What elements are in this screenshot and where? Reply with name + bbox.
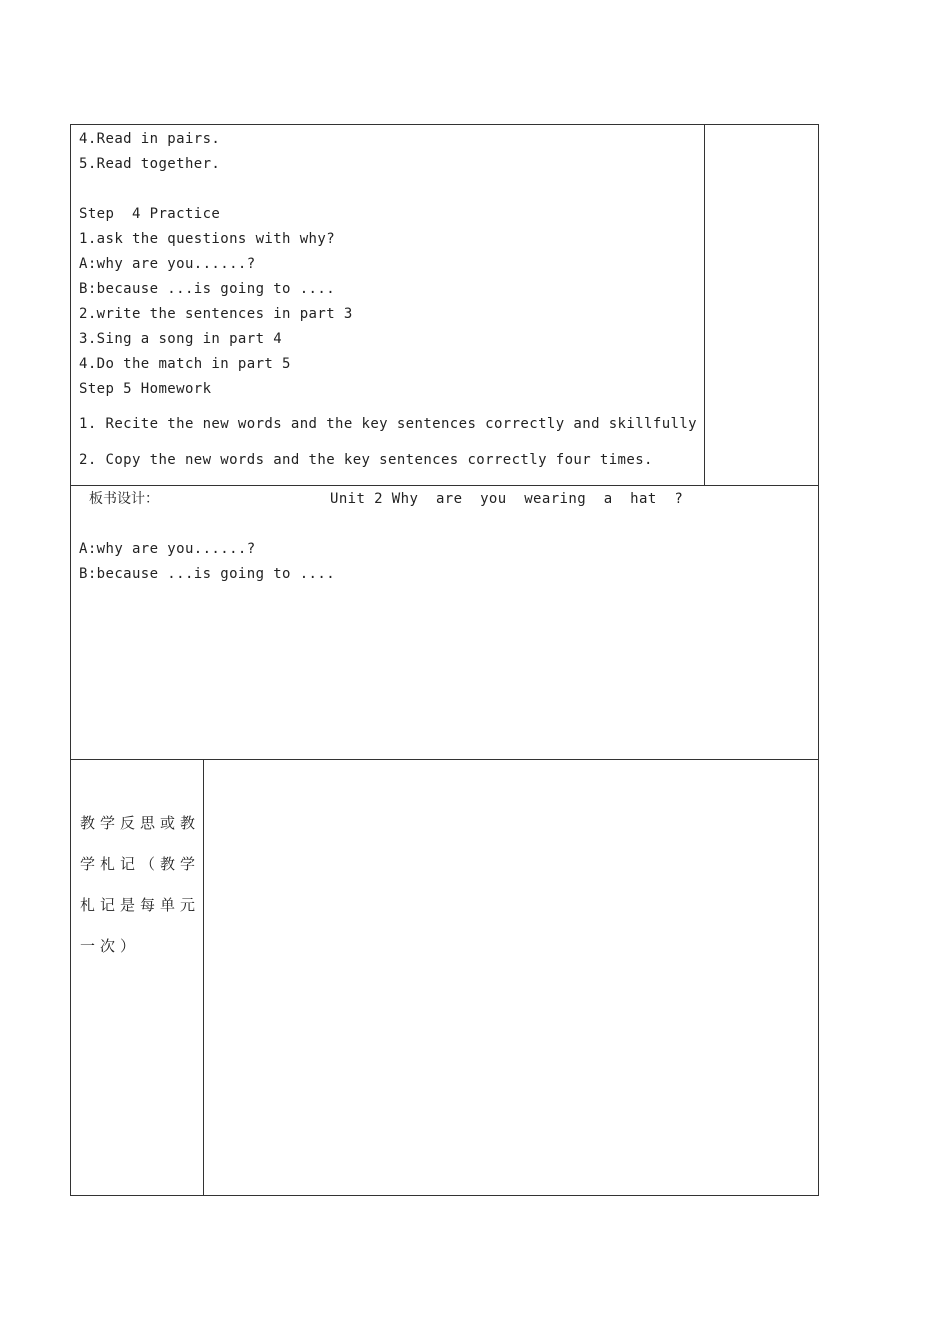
teaching-steps-row [71, 125, 818, 486]
notes-cell [705, 125, 818, 485]
reflection-content-cell [204, 760, 818, 1196]
reflection-row [71, 760, 818, 1196]
homework-item: 2. Copy the new words and the key sentences correctly four times. [79, 452, 653, 468]
step-line: 5.Read together. [79, 156, 221, 172]
step-line: B:because ...is going to .... [79, 281, 336, 297]
blackboard-line: B:because ...is going to .... [79, 566, 336, 582]
reflection-label-cell [71, 760, 204, 1196]
blackboard-title: Unit 2 Why are you wearing a hat ? [330, 491, 684, 507]
step-line: 4.Do the match in part 5 [79, 356, 291, 372]
reflection-label: 教学反思或教学札记（教学札记是每单元一次） [80, 814, 201, 955]
step-line: 3.Sing a song in part 4 [79, 331, 283, 347]
step-line: 4.Read in pairs. [79, 131, 221, 147]
step-line: 1.ask the questions with why? [79, 231, 336, 247]
blackboard-design-label: 板书设计： [89, 491, 159, 507]
step-heading: Step 5 Homework [79, 381, 212, 397]
blackboard-line: A:why are you......? [79, 541, 256, 557]
blackboard-design-row [71, 486, 818, 760]
teaching-steps-cell [71, 125, 705, 485]
step-line: 2.write the sentences in part 3 [79, 306, 353, 322]
homework-item: 1. Recite the new words and the key sentences correctly and skillfully [79, 416, 698, 432]
step-line: A:why are you......? [79, 256, 256, 272]
step-heading: Step 4 Practice [79, 206, 221, 222]
lesson-plan-table [70, 124, 819, 1196]
